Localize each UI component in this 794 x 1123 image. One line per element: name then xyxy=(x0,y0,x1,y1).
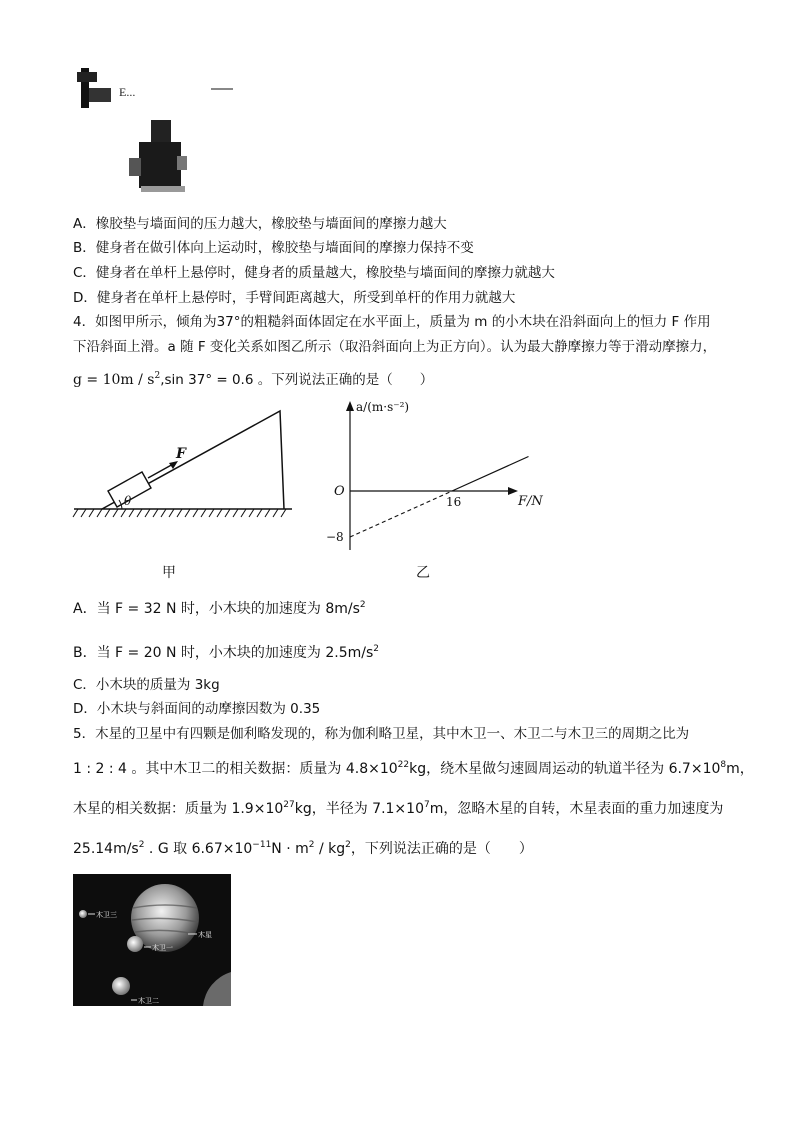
q5-line4-c: N · m xyxy=(271,841,309,857)
q5-line4-sup2: −11 xyxy=(252,840,272,850)
label-io1: 木卫一 xyxy=(152,944,173,952)
q5-stem-line1: 5．木星的卫星中有四颗是伽利略发现的，称为伽利略卫星，其中木卫一、木卫二与木卫三的周期之比为 xyxy=(73,726,690,742)
q5-stem-line3 xyxy=(73,798,723,818)
y-intercept-label: −8 xyxy=(326,530,344,544)
q5-line4-e: ，下列说法正确的是（ ） xyxy=(350,841,533,857)
q4-option-b-sup: 2 xyxy=(373,644,380,654)
q4-option-b xyxy=(73,642,379,662)
q5-line4-a: 25.14m/s xyxy=(73,841,139,857)
photo-header-text: E... xyxy=(119,85,136,99)
q5-line2-sup2: 8 xyxy=(720,760,727,770)
q5-line4-d: / kg xyxy=(314,841,346,857)
q4-option-a-sup: 2 xyxy=(359,600,366,610)
q5-line4-sup4: 2 xyxy=(345,840,351,850)
moon-io xyxy=(127,936,143,952)
gym-person-photo xyxy=(73,62,253,198)
force-label: F xyxy=(176,446,186,462)
q5-line3-sup2: 7 xyxy=(423,800,430,810)
y-axis-label: a/(m·s⁻²) xyxy=(356,400,410,414)
label-io2: 木卫二 xyxy=(138,997,159,1005)
q5-line2-a: 1 : 2 : 4 。其中木卫二的相关数据：质量为 4.8×10 xyxy=(73,761,398,777)
label-io3: 木卫三 xyxy=(96,911,117,919)
q5-line3-sup1: 27 xyxy=(283,800,295,810)
graph-line-dashed xyxy=(350,491,452,537)
foreground-planet-edge xyxy=(203,972,231,1006)
q5-stem-line4 xyxy=(73,838,533,858)
q4-stem-g-sup: 2 xyxy=(154,371,161,381)
q3-option-d: D．健身者在单杆上悬停时，手臂间距离越大，所受到单杆的作用力就越大 xyxy=(73,290,516,306)
q5-line4-b: . G 取 6.67×10 xyxy=(144,841,253,857)
q4-stem-line2: 下沿斜面上滑。a 随 F 变化关系如图乙所示（取沿斜面向上为正方向）。认为最大静摩擦力等于滑动摩擦力， xyxy=(73,339,717,355)
q4-option-c: C．小木块的质量为 3kg xyxy=(73,677,220,693)
q5-line4-sup3: 2 xyxy=(308,840,315,850)
q3-option-c: C．健身者在单杆上悬停时，健身者的质量越大，橡胶垫与墙面间的摩擦力就越大 xyxy=(73,265,555,281)
figure-yi-caption: 乙 xyxy=(416,565,430,581)
figure-yi-graph xyxy=(322,395,562,555)
q5-line2-b: kg，绕木星做匀速圆周运动的轨道半径为 6.7×10 xyxy=(409,761,721,777)
jupiter-moons-photo xyxy=(73,874,231,1006)
q4-option-a-text: A．当 F = 32 N 时，小木块的加速度为 8m/s xyxy=(73,601,360,617)
q4-stem-line1: 4．如图甲所示，倾角为37°的粗糙斜面体固定在水平面上，质量为 m 的小木块在沿斜面向上的恒力 F 作用 xyxy=(73,314,711,330)
label-jupiter: 木星 xyxy=(198,931,212,939)
q4-option-d: D．小木块与斜面间的动摩擦因数为 0.35 xyxy=(73,701,321,717)
q4-option-b-text: B．当 F = 20 N 时，小木块的加速度为 2.5m/s xyxy=(73,645,374,661)
q5-line4-sup1: 2 xyxy=(138,840,145,850)
graph-line-solid xyxy=(452,457,529,492)
q3-option-a: A．橡胶垫与墙面间的压力越大，橡胶垫与墙面间的摩擦力越大 xyxy=(73,216,447,232)
figure-jia-incline xyxy=(72,405,297,520)
q5-line3-a: 木星的相关数据：质量为 1.9×10 xyxy=(73,801,284,817)
moon-ganymede xyxy=(79,910,87,918)
q5-line3-b: kg，半径为 7.1×10 xyxy=(294,801,424,817)
q4-stem-g: g = 10m / s xyxy=(73,372,155,388)
q4-stem-line3 xyxy=(73,368,433,388)
angle-label: θ xyxy=(124,494,132,508)
q5-stem-line2 xyxy=(73,758,754,778)
q5-line2-sup1: 22 xyxy=(397,760,410,770)
x-axis-label: F/N xyxy=(518,494,543,509)
origin-label: O xyxy=(334,484,345,499)
moon-europa xyxy=(112,977,130,995)
q3-option-b: B．健身者在做引体向上运动时，橡胶垫与墙面间的摩擦力保持不变 xyxy=(73,240,474,256)
q5-line2-c: m， xyxy=(726,761,754,777)
q5-line3-c: m，忽略木星的自转，木星表面的重力加速度为 xyxy=(429,801,724,817)
figure-jia-caption: 甲 xyxy=(162,565,176,581)
x-intercept-label: 16 xyxy=(446,495,462,509)
q4-stem-sin: ,sin 37° = 0.6 。下列说法正确的是（ ） xyxy=(160,372,434,388)
q4-option-a xyxy=(73,598,366,618)
